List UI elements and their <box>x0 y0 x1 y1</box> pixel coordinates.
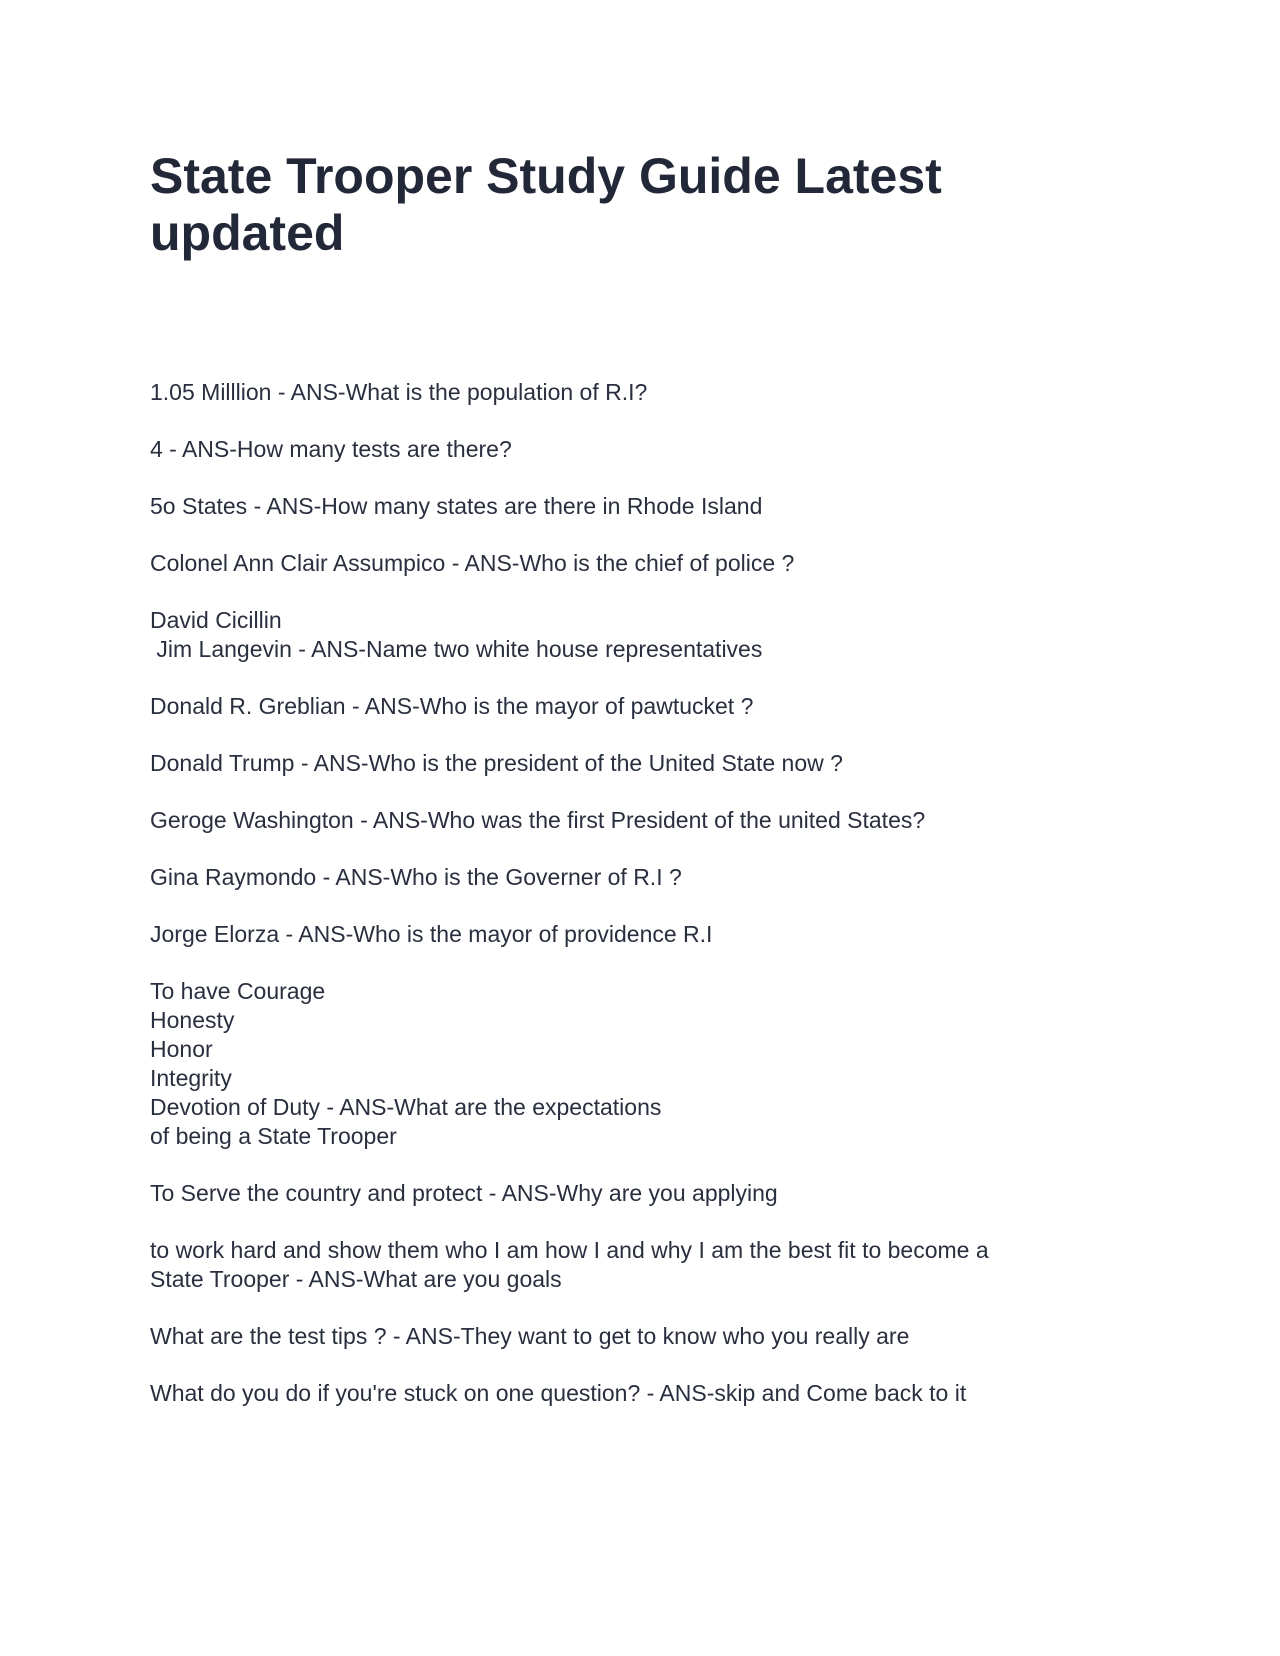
qa-entry-15: What do you do if you're stuck on one question? - ANS-skip and Come back to it <box>150 1380 967 1406</box>
qa-entry-1: 1.05 Milllion - ANS-What is the population of R.I? <box>150 379 648 405</box>
qa-entry-9: Gina Raymondo - ANS-Who is the Governer of R.I ? <box>150 864 682 890</box>
qa-list <box>150 378 1110 1436</box>
qa-entry-2: 4 - ANS-How many tests are there? <box>150 436 512 462</box>
qa-entry-11: To have Courage Honesty Honor Integrity Devotion of Duty - ANS-What are the expectations of being a State Trooper <box>150 978 662 1149</box>
qa-entry-10: Jorge Elorza - ANS-Who is the mayor of providence R.I <box>150 921 713 947</box>
qa-entry-12: To Serve the country and protect - ANS-Why are you applying <box>150 1180 778 1206</box>
document-page <box>150 148 1110 1406</box>
qa-entry-13: to work hard and show them who I am how I and why I am the best fit to become a State Trooper - ANS-What are you goals <box>150 1237 989 1292</box>
qa-entry-8: Geroge Washington - ANS-Who was the first President of the united States? <box>150 807 926 833</box>
qa-entry-4: Colonel Ann Clair Assumpico - ANS-Who is the chief of police ? <box>150 550 795 576</box>
document-title: State Trooper Study Guide Latest updated <box>150 148 942 261</box>
qa-entry-7: Donald Trump - ANS-Who is the president of the United State now ? <box>150 750 843 776</box>
qa-entry-6: Donald R. Greblian - ANS-Who is the mayor of pawtucket ? <box>150 693 754 719</box>
qa-entry-5: David Cicillin Jim Langevin - ANS-Name two white house representatives <box>150 607 763 662</box>
qa-entry-3: 5o States - ANS-How many states are there in Rhode Island <box>150 493 763 519</box>
qa-entry-14: What are the test tips ? - ANS-They want to get to know who you really are <box>150 1323 910 1349</box>
